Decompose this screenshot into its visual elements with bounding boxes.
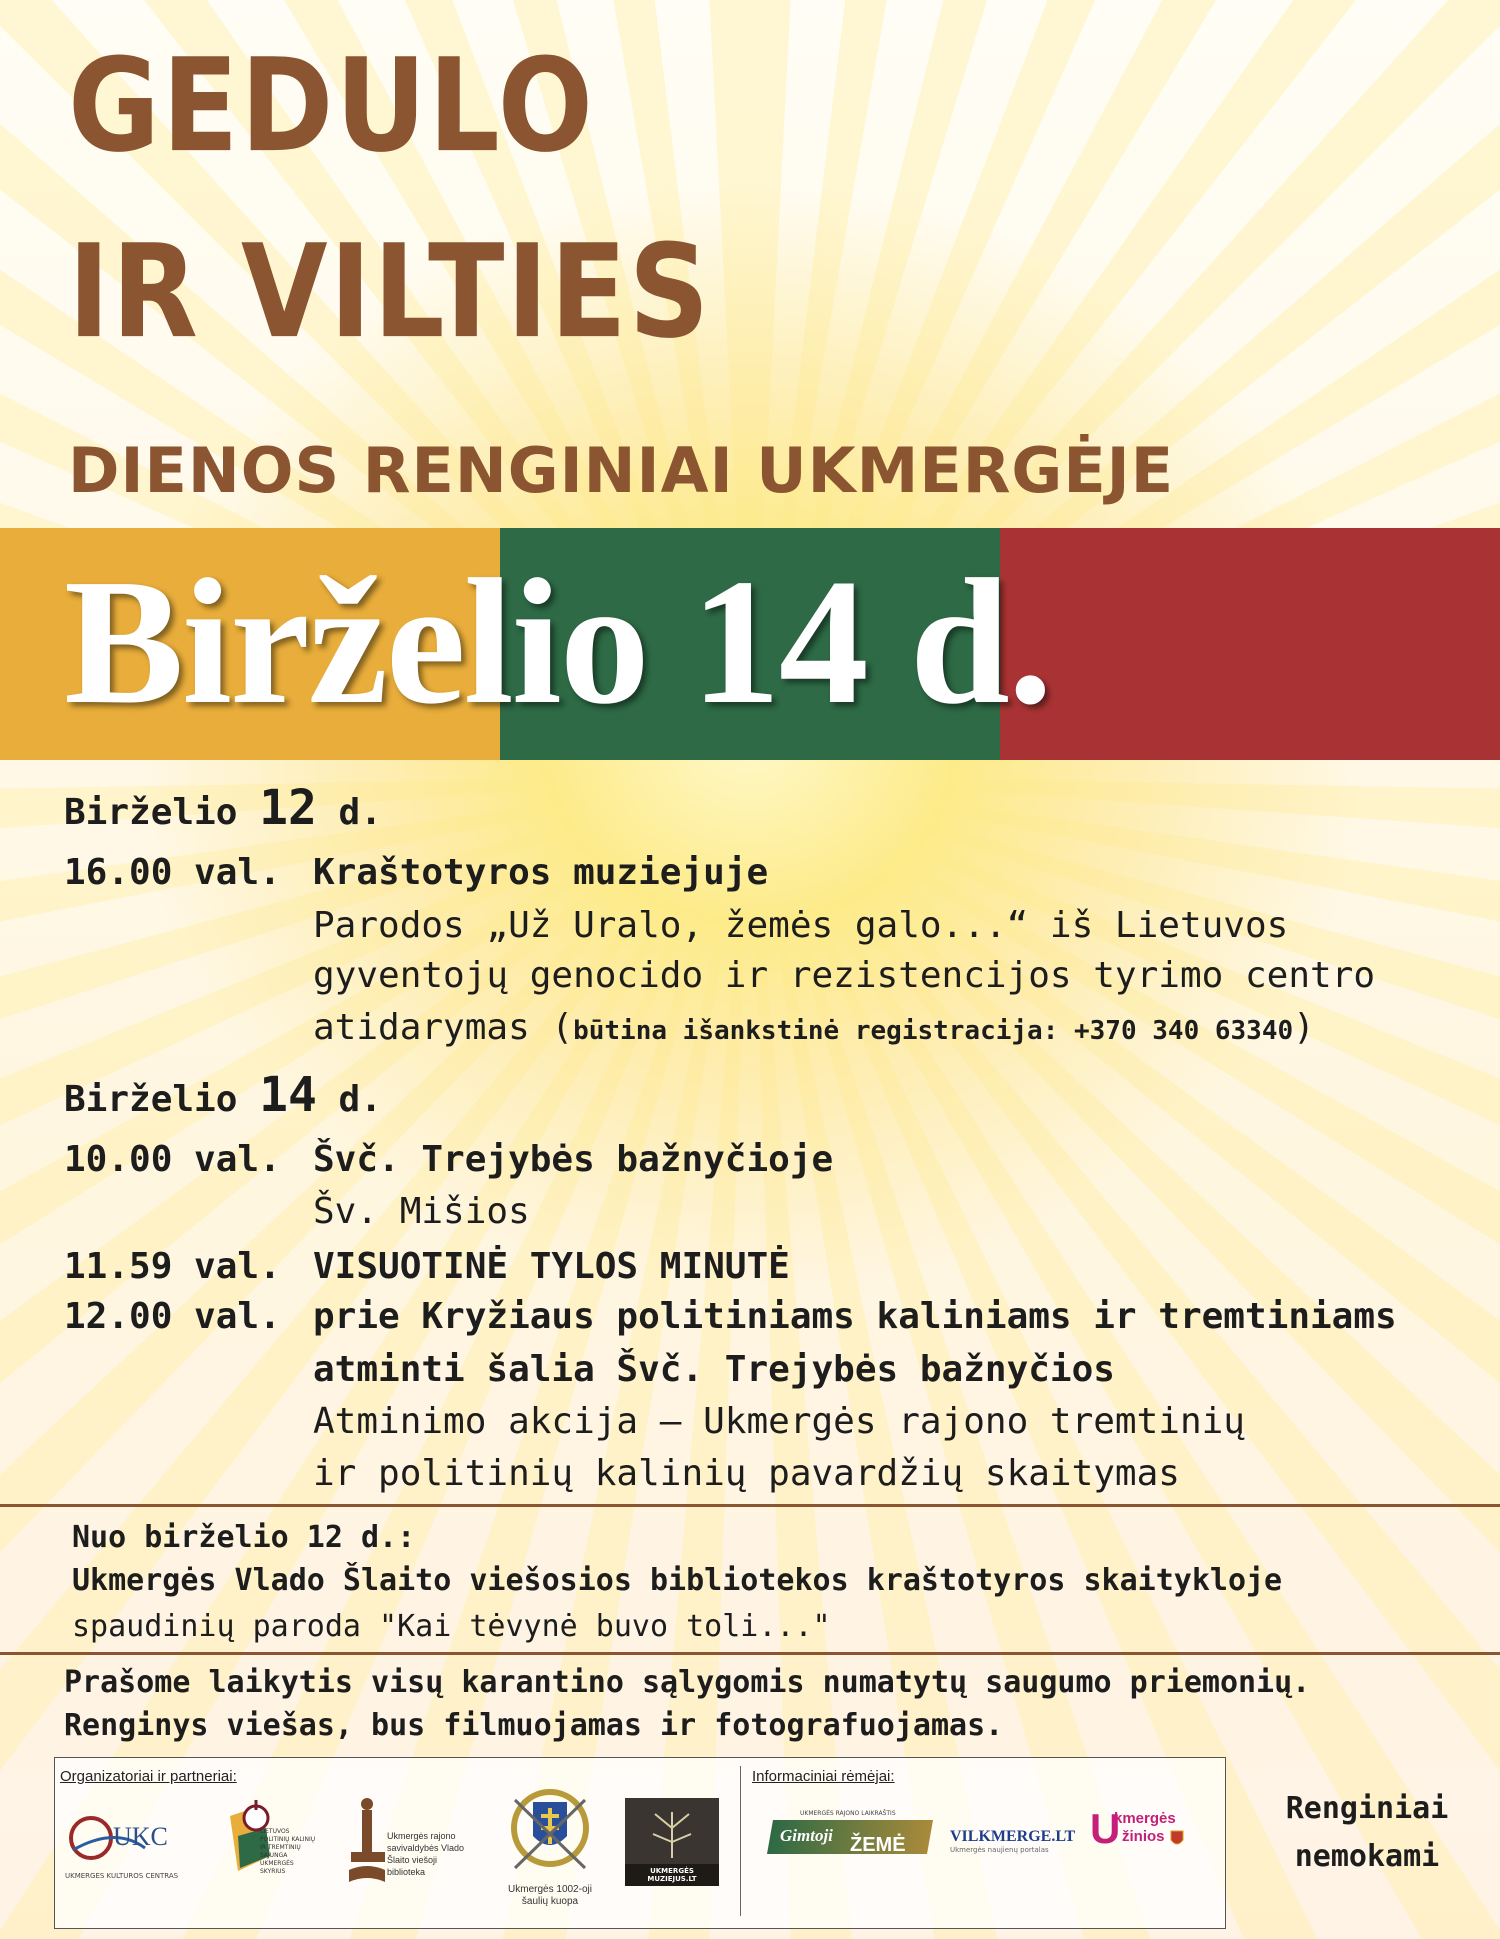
flag-red-stripe	[1000, 528, 1500, 760]
event-description-text: atidarymas (	[313, 1007, 574, 1048]
paren-close: )	[1293, 1007, 1315, 1048]
divider-line	[0, 1504, 1500, 1507]
event-description: ir politinių kalinių pavardžių skaitymas	[313, 1453, 1180, 1494]
museum-logo	[625, 1798, 719, 1883]
partners-box	[54, 1757, 1226, 1929]
day-suffix: d.	[316, 792, 382, 833]
zinios-text: žinios	[1122, 1828, 1165, 1845]
vilkmerge-text: VILKMERGE.LT	[950, 1828, 1076, 1845]
gimtoji-zeme-subtext: UKMERGĖS RAJONO LAIKRAŠTIS	[800, 1810, 896, 1817]
riflemen-emblem-icon	[495, 1780, 605, 1880]
coat-of-arms-icon	[1170, 1830, 1184, 1848]
free-line: nemokami	[1294, 1839, 1440, 1874]
exhibit-place: Ukmergės Vlado Šlaito viešosios bibliotekos kraštotyros skaitykloje	[72, 1563, 1283, 1598]
event-description	[313, 1007, 1315, 1048]
title-ir-vilties: IR VILTIES	[68, 217, 712, 368]
notice-text: Prašome laikytis visų karantino sąlygomis numatytų saugumo priemonių.	[64, 1665, 1311, 1700]
ukc-logo-text: UKC	[113, 1822, 168, 1851]
day-prefix: Birželio	[64, 792, 260, 833]
library-logo	[345, 1790, 470, 1910]
museum-plant-icon	[625, 1798, 719, 1864]
event-time: 11.59 val.	[64, 1246, 281, 1287]
event-time: 16.00 val.	[64, 852, 281, 893]
gimtoji-zeme-logo	[770, 1810, 930, 1870]
free-events-note	[1262, 1785, 1472, 1881]
library-statue-icon	[345, 1790, 390, 1900]
organizers-label: Organizatoriai ir partneriai:	[60, 1768, 237, 1785]
event-time: 12.00 val.	[64, 1296, 281, 1337]
day-heading-12	[64, 780, 382, 836]
main-date: Birželio 14 d.	[64, 542, 1051, 741]
ukmerges-zinios-logo	[1090, 1805, 1190, 1868]
day-number: 14	[259, 1067, 317, 1123]
event-place: Švč. Trejybės bažnyčioje	[313, 1139, 834, 1180]
event-place: VISUOTINĖ TYLOS MINUTĖ	[313, 1246, 790, 1287]
riflemen-logo	[495, 1780, 605, 1925]
event-place: prie Kryžiaus politiniams kaliniams ir tremtiniams	[313, 1296, 1397, 1337]
day-suffix: d.	[316, 1079, 382, 1120]
ukmerges-text: kmergės	[1114, 1810, 1176, 1827]
event-description: Atminimo akcija – Ukmergės rajono tremtinių	[313, 1401, 1245, 1442]
day-number: 12	[259, 780, 317, 836]
event-time: 10.00 val.	[64, 1139, 281, 1180]
exhibit-description: spaudinių paroda "Kai tėvynė buvo toli..."	[72, 1609, 831, 1644]
lpkts-logo-text: LIETUVOS POLITINIŲ KALINIŲ IR TREMTINIŲ SĄJUNGA UKMERGĖS SKYRIUS	[260, 1828, 316, 1875]
exhibit-date: Nuo birželio 12 d.:	[72, 1520, 416, 1555]
event-description: gyventojų genocido ir rezistencijos tyrimo centro	[313, 955, 1376, 996]
riflemen-logo-text: Ukmergės 1002-oji šaulių kuopa	[508, 1884, 592, 1907]
day-heading-14	[64, 1067, 382, 1123]
day-prefix: Birželio	[64, 1079, 260, 1120]
ukc-logo	[65, 1806, 185, 1886]
event-description: Parodos „Už Uralo, žemės galo...“ iš Lietuvos	[313, 905, 1289, 946]
vilkmerge-subtext: Ukmergės naujienų portalas	[950, 1846, 1049, 1854]
subtitle-renginiai: DIENOS RENGINIAI UKMERGĖJE	[68, 434, 1175, 507]
zeme-text: ŽEMĖ	[850, 1834, 906, 1856]
library-logo-text: Ukmergės rajono savivaldybės Vlado Šlaito viešoji biblioteka	[387, 1831, 465, 1877]
footer-divider	[740, 1766, 741, 1916]
event-description: Šv. Mišios	[313, 1191, 530, 1232]
notice-text: Renginys viešas, bus filmuojamas ir fotografuojamas.	[64, 1708, 1004, 1743]
lpkts-logo	[220, 1796, 320, 1906]
divider-line	[0, 1652, 1500, 1655]
museum-logo-text: UKMERGĖS MUZIEJUS.LT	[625, 1864, 719, 1886]
event-place: atminti šalia Švč. Trejybės bažnyčios	[313, 1349, 1115, 1390]
vilkmerge-logo	[950, 1828, 1076, 1868]
gimtoji-text: Gimtoji	[780, 1826, 833, 1845]
sponsors-label: Informaciniai rėmėjai:	[752, 1768, 895, 1785]
free-line: Renginiai	[1285, 1791, 1449, 1826]
ukc-logo-subtext: UKMERGĖS KULTŪROS CENTRAS	[65, 1872, 179, 1880]
event-place: Kraštotyros muziejuje	[313, 852, 769, 893]
registration-note: būtina išankstinė registracija: +370 340 63340	[573, 1016, 1294, 1046]
ukmerges-u-letter: U	[1090, 1805, 1121, 1852]
title-gedulo: GEDULO	[68, 31, 595, 182]
